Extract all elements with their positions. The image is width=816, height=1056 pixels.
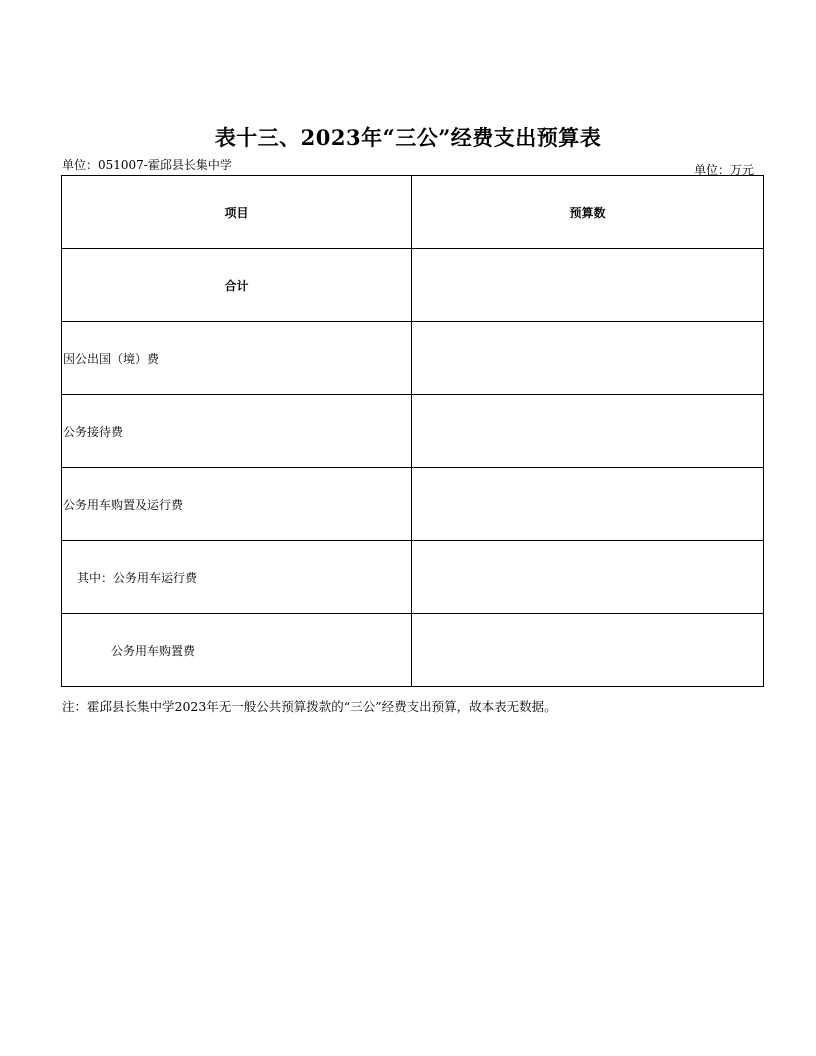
row-label-vehicle-operation: 其中：公务用车运行费: [62, 541, 412, 614]
header-amount: 预算数: [412, 176, 764, 249]
page-title: 表十三、2023年“三公”经费支出预算表: [214, 125, 602, 150]
row-amount-vehicle: [412, 468, 764, 541]
unit-currency-label: 单位：万元: [694, 163, 755, 177]
row-amount-vehicle-purchase: [412, 614, 764, 687]
row-amount-total: [412, 249, 764, 322]
row-amount-overseas: [412, 322, 764, 395]
row-label-total: 合计: [62, 249, 412, 322]
table-row-total: [62, 249, 764, 322]
row-amount-reception: [412, 395, 764, 468]
header-item: 项目: [62, 176, 412, 249]
table-row: [62, 322, 764, 395]
row-label-reception: 公务接待费: [62, 395, 412, 468]
row-amount-vehicle-operation: [412, 541, 764, 614]
table-header-row: [62, 176, 764, 249]
table-row: [62, 614, 764, 687]
budget-table: [61, 175, 764, 687]
table-row: [62, 468, 764, 541]
row-label-vehicle: 公务用车购置及运行费: [62, 468, 412, 541]
table-row: [62, 395, 764, 468]
row-label-vehicle-purchase: 公务用车购置费: [62, 614, 412, 687]
unit-org-label: 单位：051007-霍邱县长集中学: [62, 158, 232, 172]
table-row: [62, 541, 764, 614]
footnote: 注：霍邱县长集中学2023年无一般公共预算拨款的“三公”经费支出预算，故本表无数据。: [62, 699, 557, 714]
row-label-overseas: 因公出国（境）费: [62, 322, 412, 395]
